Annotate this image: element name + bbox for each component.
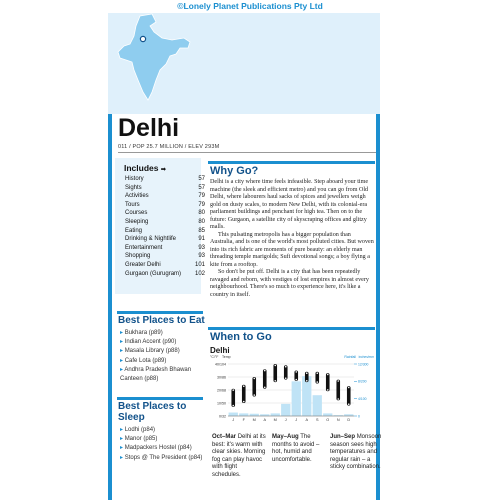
includes-item-page: 91: [198, 236, 205, 243]
place-item[interactable]: [120, 426, 206, 435]
rainfall-bar: [229, 413, 238, 416]
sleep-heading: Best Places to Sleep: [118, 401, 187, 423]
rainfall-bar: [323, 413, 332, 416]
includes-heading-text: Includes: [124, 163, 159, 173]
rainfall-bar: [344, 414, 353, 416]
season-note-2: [272, 434, 326, 464]
includes-item[interactable]: [125, 270, 205, 279]
page-title: Delhi: [118, 114, 180, 142]
includes-item-label: History: [125, 176, 144, 182]
left-accent-bar: [108, 114, 112, 500]
bullet-icon: ▸: [120, 348, 125, 355]
rainfall-bar: [271, 413, 280, 416]
includes-item[interactable]: [125, 261, 205, 270]
month-tick-label: J: [295, 418, 298, 422]
temperature-range-bar: [273, 364, 277, 382]
temperature-high-dot: [274, 365, 276, 367]
temperature-low-dot: [243, 401, 245, 403]
temperature-low-dot: [285, 377, 287, 379]
month-tick-label: M: [252, 418, 256, 422]
includes-item-label: Gurgaon (Gurugram): [125, 270, 182, 277]
includes-item[interactable]: [125, 244, 205, 253]
city-stats: 011 / POP 25.7 MILLION / ELEV 293M: [118, 144, 220, 150]
temperature-high-dot: [243, 385, 245, 387]
temp-tick-label: 30/86: [217, 375, 226, 380]
includes-item-page: 101: [194, 261, 205, 268]
why-paragraph: Delhi is a city where time feels infeasible. Step aboard your time machine (the sleek and efficient metro) and you can go from Old Delhi, where labourers haul sacks of spices and jewellers weigh gold on dusty scales, to modern New Delhi, with its colonial-era parliament buildings and penchant for high tea. Then on to the future: Gurgaon, a satellite city of skyscraping offices and glitzy malls.: [210, 179, 369, 230]
month-tick-label: J: [284, 418, 287, 422]
temperature-high-dot: [232, 389, 234, 391]
place-item[interactable]: [120, 366, 206, 384]
month-tick-label: A: [305, 418, 309, 422]
place-name: Andhra Pradesh Bhawan Canteen (p88): [120, 366, 192, 383]
temp-axis-label: °C/°F: [210, 355, 219, 359]
place-item[interactable]: [120, 338, 206, 347]
includes-list: [125, 175, 205, 278]
climate-city: Delhi: [210, 346, 230, 355]
eat-divider: [117, 311, 203, 314]
includes-item-page: 85: [198, 227, 205, 234]
includes-panel: [115, 158, 205, 294]
bullet-icon: ▸: [120, 330, 125, 336]
includes-item-page: 57: [198, 184, 205, 191]
temperature-low-dot: [274, 380, 276, 382]
includes-item-page: 93: [198, 253, 205, 260]
temperature-low-dot: [253, 394, 255, 396]
bullet-icon: ▸: [120, 454, 125, 461]
includes-item[interactable]: [125, 201, 205, 210]
includes-item[interactable]: [125, 235, 205, 244]
bullet-icon: ▸: [120, 436, 125, 443]
rain-axis-label: Rainfall: [344, 355, 356, 359]
month-tick-label: D: [347, 418, 351, 422]
temperature-high-dot: [306, 372, 308, 374]
rain-tick-label: 0: [358, 414, 360, 419]
temperature-range-bar: [326, 373, 330, 391]
bullet-icon: ▸: [120, 445, 125, 452]
includes-item-label: Sights: [125, 184, 142, 191]
place-item[interactable]: [120, 435, 206, 444]
includes-item-page: 57: [198, 176, 205, 182]
copyright-credit: ©Lonely Planet Publications Pty Ltd: [177, 1, 323, 11]
place-name: Stops @ The President (p84): [124, 454, 203, 461]
temperature-high-dot: [316, 372, 318, 374]
temp-tick-label: 0/32: [219, 414, 226, 419]
temperature-low-dot: [337, 398, 339, 400]
climate-chart: [208, 354, 376, 426]
sleep-list: [120, 426, 206, 463]
season-head: Oct–Mar: [212, 434, 237, 440]
season-text: Delhi at its best: it's warm with clear skies. Morning fog can play havoc with flight schedules.: [212, 434, 266, 478]
temperature-low-dot: [316, 381, 318, 383]
bullet-icon: ▸: [120, 357, 125, 364]
includes-item-page: 102: [194, 270, 205, 277]
temperature-high-dot: [348, 387, 350, 389]
place-name: Masala Library (p88): [124, 348, 180, 355]
rainfall-bar: [239, 413, 248, 416]
sleep-divider: [117, 397, 203, 400]
why-body: [210, 179, 374, 299]
temp-tick-label: 10/50: [217, 401, 226, 406]
temp-axis-sublabel: Temp: [222, 355, 231, 359]
place-name: Lodhi (p84): [124, 427, 156, 433]
rain-tick-label: 8/200: [358, 379, 367, 384]
place-item[interactable]: [120, 357, 206, 366]
why-paragraph: So don't be put off. Delhi is a city that has been repeatedly ravaged and reborn, with vestiges of lost empires in almost every neighbourhood. There's so much to experience here, it's like a country in itself.: [210, 269, 369, 298]
place-item[interactable]: [120, 444, 206, 453]
season-head: Jun–Sep: [330, 434, 356, 440]
temperature-high-dot: [337, 380, 339, 382]
temperature-high-dot: [327, 374, 329, 376]
eat-heading: Best Places to Eat: [118, 315, 205, 326]
month-tick-label: M: [273, 418, 277, 422]
temperature-low-dot: [295, 379, 297, 381]
includes-item-label: Tours: [125, 201, 140, 208]
season-text: Monsoon season sees high temperatures and regular rain – a sticky combination.: [330, 434, 382, 471]
rainfall-bar: [281, 404, 290, 416]
place-item[interactable]: [120, 329, 206, 338]
temperature-high-dot: [264, 370, 266, 372]
when-divider: [208, 327, 375, 330]
month-tick-label: J: [232, 418, 235, 422]
includes-item[interactable]: [125, 227, 205, 236]
includes-item-page: 80: [198, 218, 205, 225]
includes-item-label: Eating: [125, 227, 143, 234]
temperature-range-bar: [252, 377, 256, 397]
temperature-high-dot: [295, 371, 297, 373]
includes-item-page: 79: [198, 193, 205, 200]
temperature-low-dot: [264, 387, 266, 389]
place-item[interactable]: [120, 347, 206, 356]
season-text: The months to avoid – hot, humid and uncomfortable.: [272, 434, 320, 463]
temperature-high-dot: [285, 366, 287, 368]
rain-tick-label: 4/100: [358, 396, 367, 401]
eat-list: [120, 329, 206, 384]
rainfall-bar: [250, 414, 259, 416]
temperature-low-dot: [232, 405, 234, 407]
season-note-1: [212, 434, 266, 480]
season-head: May–Aug: [272, 434, 299, 440]
includes-item-label: Drinking & Nightlife: [125, 236, 177, 243]
temperature-range-bar: [231, 389, 235, 407]
includes-item[interactable]: [125, 184, 205, 193]
includes-item-page: 79: [198, 201, 205, 208]
rainfall-bar: [313, 395, 322, 416]
month-tick-label: O: [326, 418, 330, 422]
includes-item[interactable]: [125, 218, 205, 227]
includes-item-label: Activities: [125, 193, 149, 200]
rain-axis-sublabel: inches/mm: [358, 355, 374, 359]
month-tick-label: A: [263, 418, 267, 422]
month-tick-label: S: [315, 418, 319, 422]
place-name: Indian Accent (p90): [124, 339, 177, 346]
arrow-right-icon: ➡: [160, 167, 166, 173]
includes-item-label: Sleeping: [125, 218, 149, 225]
temperature-range-bar: [242, 385, 246, 403]
bullet-icon: ▸: [120, 366, 125, 373]
place-name: Madpackers Hostel (p84): [124, 445, 192, 452]
why-paragraph: This pulsating metropolis has a bigger population than Australia, and is one of the world's most polluted cities. But woven into its rich fabric are moments of pure beauty: an elderly man threading temple marigolds; Sufi devotional songs; a boy flying a kite from a rooftop.: [210, 231, 374, 268]
season-note-3: [330, 434, 384, 472]
temperature-range-bar: [263, 369, 267, 389]
temperature-range-bar: [336, 380, 340, 401]
why-heading: Why Go?: [210, 165, 259, 177]
includes-item-page: 80: [198, 210, 205, 217]
temperature-low-dot: [306, 380, 308, 382]
temperature-low-dot: [327, 389, 329, 391]
month-tick-label: F: [242, 418, 245, 422]
bullet-icon: ▸: [120, 339, 125, 346]
place-name: Manor (p85): [124, 436, 158, 443]
bullet-icon: ▸: [120, 427, 125, 433]
place-name: Cafe Lota (p89): [124, 357, 167, 364]
temperature-low-dot: [348, 403, 350, 405]
temperature-range-bar: [347, 386, 351, 406]
includes-item[interactable]: [125, 209, 205, 218]
rainfall-bar: [260, 414, 269, 416]
includes-item-label: Shopping: [125, 253, 151, 260]
india-map-icon: [110, 12, 195, 107]
rain-tick-label: 12/300: [358, 362, 369, 367]
temp-tick-label: 40/104: [215, 362, 226, 367]
temperature-high-dot: [253, 378, 255, 380]
title-divider: [118, 152, 376, 153]
includes-item-label: Greater Delhi: [125, 261, 161, 268]
month-tick-label: N: [336, 418, 340, 422]
rainfall-bar: [292, 381, 301, 416]
includes-item-label: Entertainment: [125, 244, 163, 251]
temp-tick-label: 20/68: [217, 388, 226, 393]
includes-item-page: 93: [198, 244, 205, 251]
includes-item[interactable]: [125, 252, 205, 261]
includes-item[interactable]: [125, 175, 205, 184]
place-item[interactable]: [120, 454, 206, 463]
why-divider: [208, 161, 375, 164]
includes-item[interactable]: [125, 192, 205, 201]
includes-item-label: Courses: [125, 210, 148, 217]
when-heading: When to Go: [210, 331, 272, 343]
includes-heading: [124, 163, 166, 173]
place-name: Bukhara (p89): [124, 330, 163, 336]
